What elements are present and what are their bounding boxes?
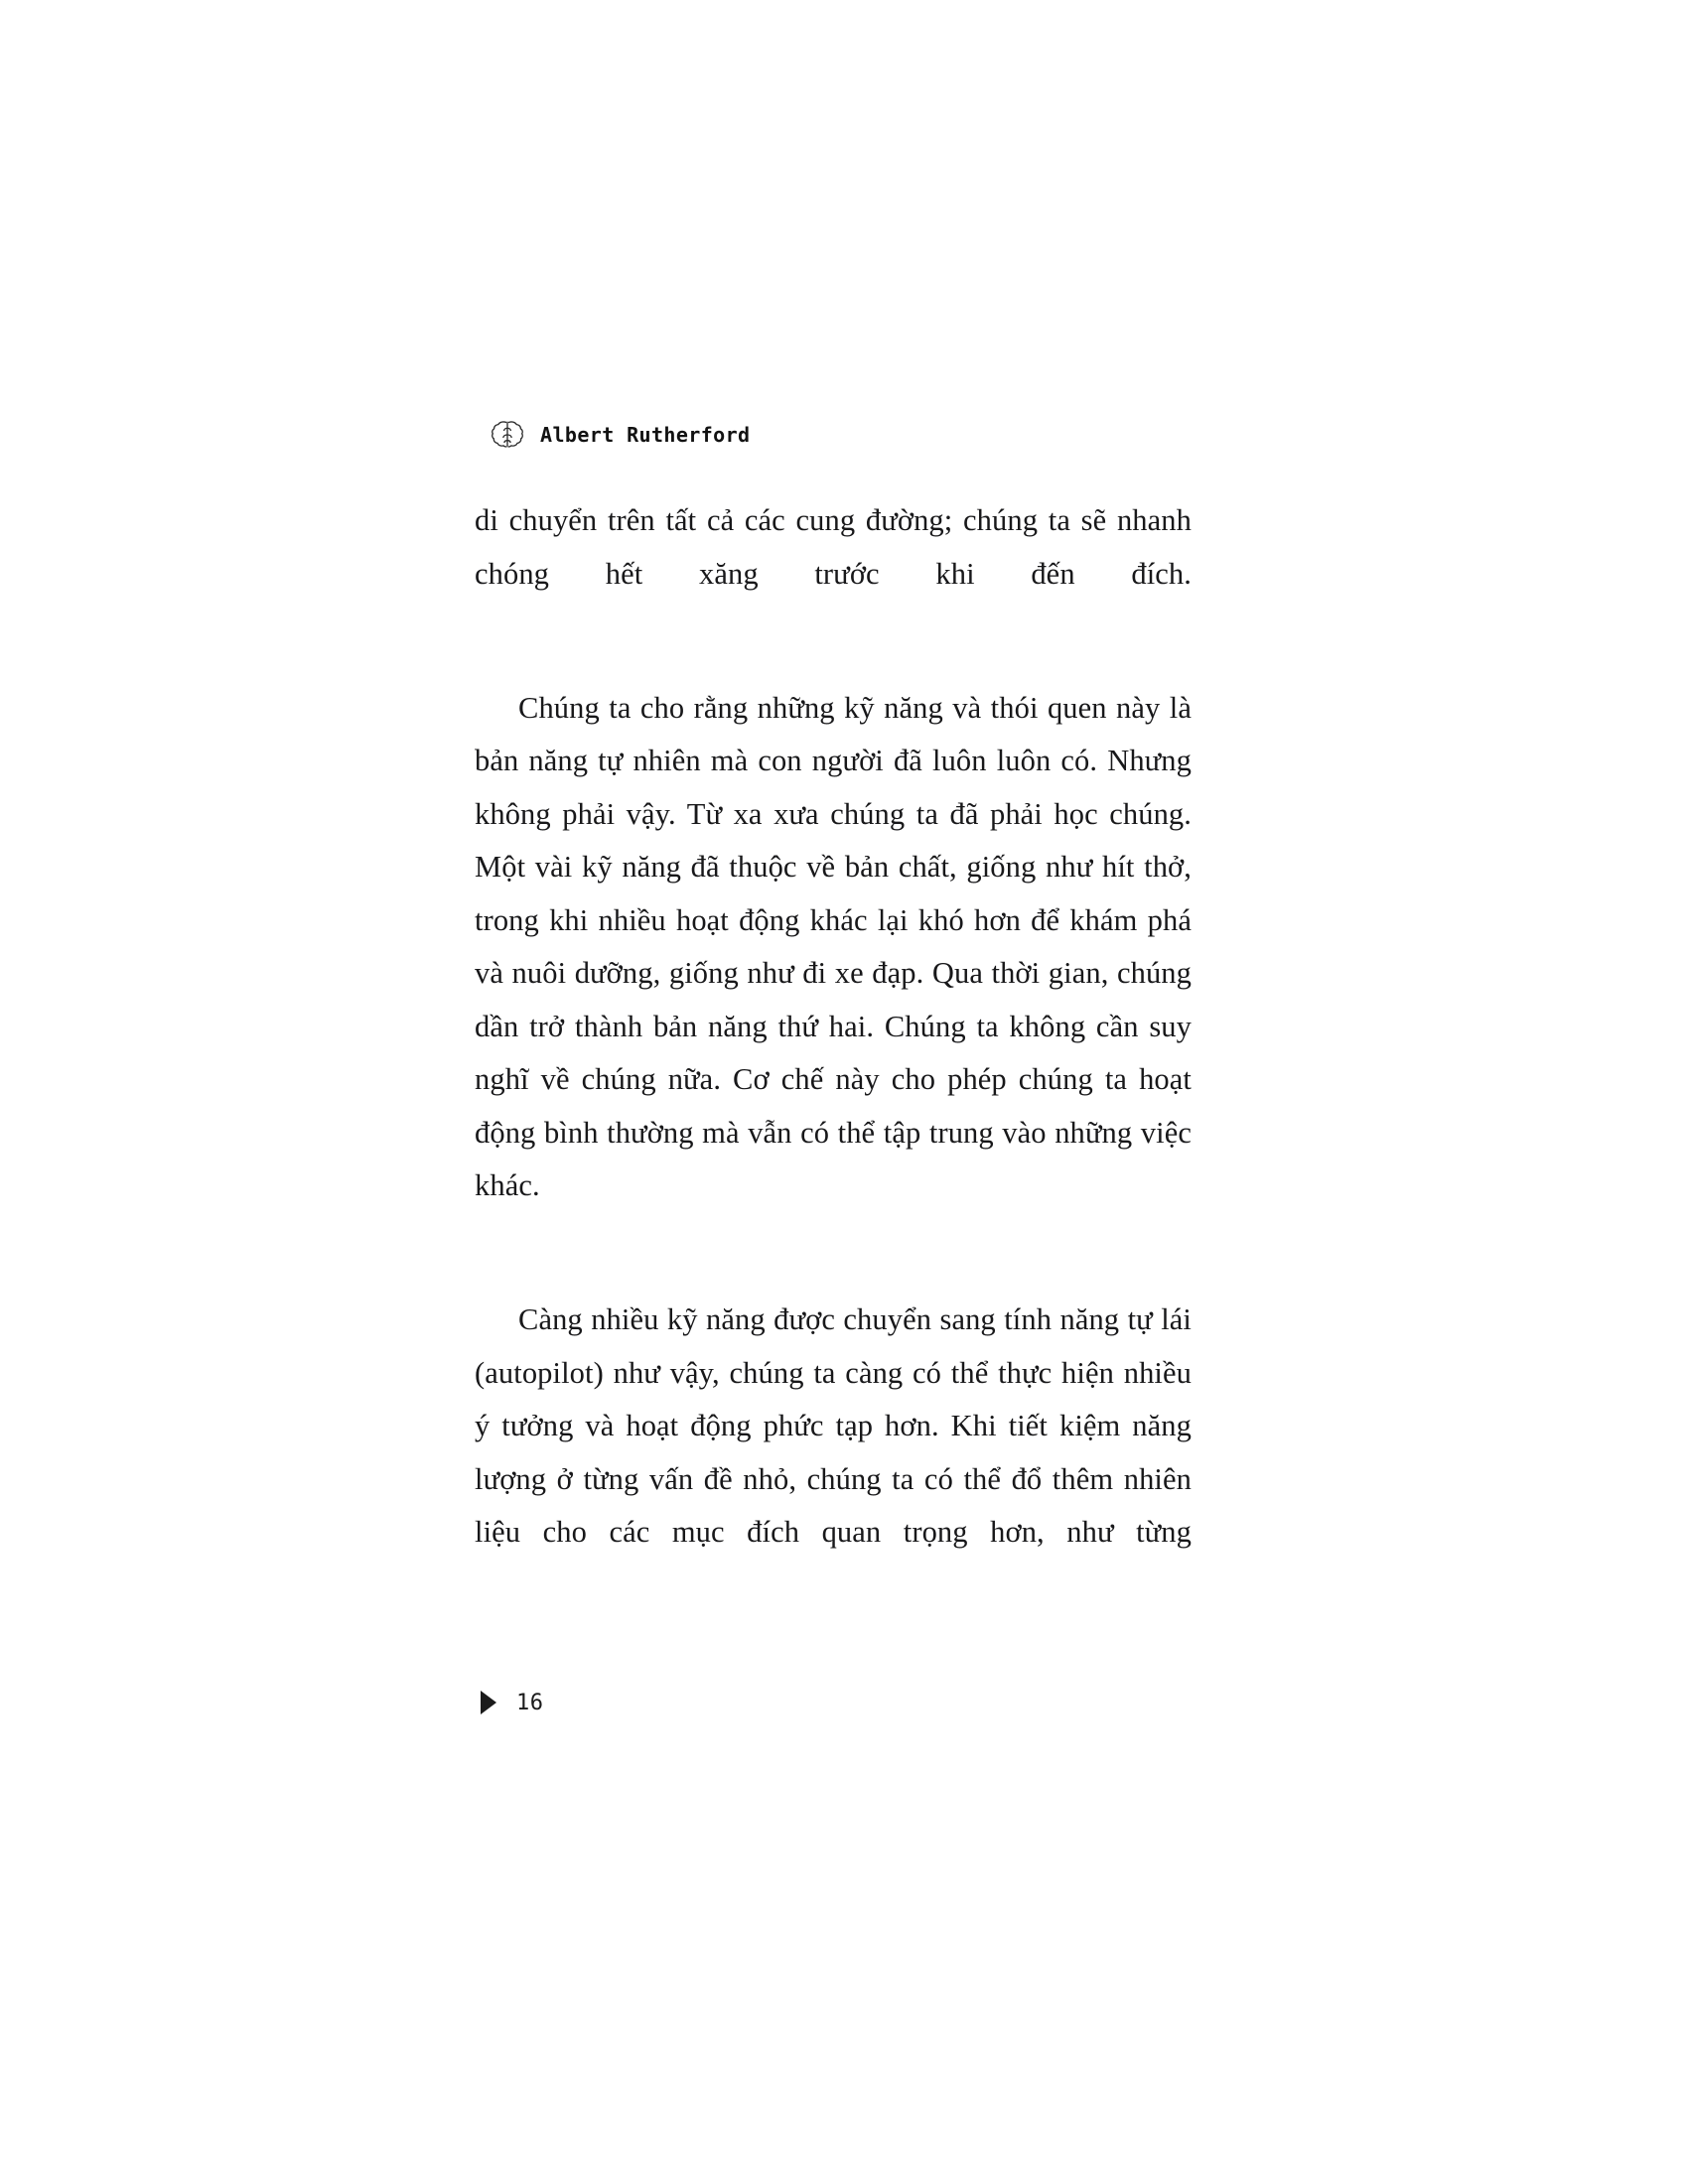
paragraph: di chuyển trên tất cả các cung đường; chúng ta sẽ nhanh chóng hết xăng trước khi đến đích. <box>475 503 1192 591</box>
triangle-right-icon <box>481 1691 496 1714</box>
running-head <box>489 415 751 455</box>
author-name: Albert Rutherford <box>540 423 751 447</box>
paragraph: Càng nhiều kỹ năng được chuyển sang tính năng tự lái (autopilot) như vậy, chúng ta càng có thể thực hiện nhiều ý tưởng và hoạt động phức tạp hơn. Khi tiết kiệm năng lượng ở từng vấn đề nhỏ, chúng ta có thể đổ thêm nhiên liệu cho các mục đích quan trọng hơn, như từng <box>475 1302 1192 1549</box>
brain-icon <box>489 416 526 454</box>
page-number: 16 <box>516 1690 544 1715</box>
body-text-column <box>475 494 1192 1612</box>
paragraph: Chúng ta cho rằng những kỹ năng và thói quen này là bản năng tự nhiên mà con người đã luôn luôn có. Nhưng không phải vậy. Từ xa xưa chúng ta đã phải học chúng. Một vài kỹ năng đã thuộc về bản chất, giống như hít thở, trong khi nhiều hoạt động khác lại khó hơn để khám phá và nuôi dưỡng, giống như đi xe đạp. Qua thời gian, chúng dần trở thành bản năng thứ hai. Chúng ta không cần suy nghĩ về chúng nữa. Cơ chế này cho phép chúng ta hoạt động bình thường mà vẫn có thể tập trung vào những việc khác. <box>475 690 1192 1202</box>
page-folio <box>481 1686 544 1719</box>
